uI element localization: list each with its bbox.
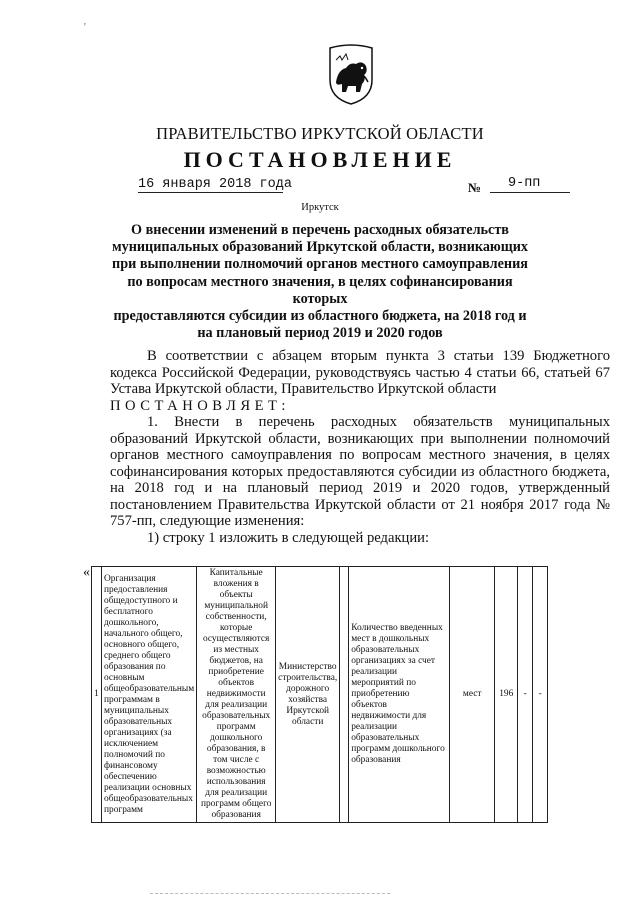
number-underline <box>490 192 570 193</box>
date-underline <box>138 192 283 193</box>
cell-purpose: Капитальные вложения в объекты муниципальной собственности, которые осуществляются из местных бюджетов, на приобретение объектов недвижимости для реализации образовательных программ дошкольного образования, в том числе с возможностью использования для реализации программ общего образования <box>197 567 276 823</box>
cell-value-2018: 196 <box>495 567 518 823</box>
title-line: О внесении изменений в перечень расходных обязательств <box>131 222 509 238</box>
title-line: предоставляются субсидии из областного бюджета, на 2018 год и <box>113 308 527 325</box>
document-number <box>490 176 570 191</box>
document-title <box>110 222 530 342</box>
cell-value-2020: - <box>533 567 548 823</box>
cell-unit: мест <box>450 567 495 823</box>
title-line: при выполнении полномочий органов местного самоуправления <box>112 256 528 273</box>
resolves-keyword: ПОСТАНОВЛЯЕТ: <box>110 397 290 414</box>
coat-of-arms-emblem <box>326 42 376 106</box>
cell-row-number: 1 <box>92 567 102 823</box>
city: Иркутск <box>301 202 339 213</box>
number-value: 9-пп <box>508 176 541 191</box>
open-quote: « <box>83 564 90 580</box>
table-row <box>82 567 548 823</box>
document-body <box>110 348 610 546</box>
cell-spacer <box>340 567 349 823</box>
document-date <box>138 177 292 192</box>
title-line: муниципальных образований Иркутской области, возникающих <box>111 239 529 256</box>
cell-ministry: Министерство строительства, дорожного хозяйства Иркутской области <box>276 567 340 823</box>
corner-mark: ' <box>84 22 86 33</box>
document-type: ПОСТАНОВЛЕНИЕ <box>183 147 457 172</box>
footer-line <box>150 893 390 894</box>
cell-obligation: Организация предоставления общедоступного и бесплатного дошкольного, начального общего, основного общего, среднего общего образования по основным общеобразовательным программам в муниципальных образовательных организациях (за исключением полномочий по финансовому обеспечению реализации основных общеобразовательных программ <box>102 567 197 823</box>
paragraph-subitem-1: 1) строку 1 изложить в следующей редакции: <box>147 529 430 546</box>
obligations-table <box>82 566 548 823</box>
paragraph-preamble: В соответствии с абзацем вторым пункта 3 статьи 139 Бюджетного кодекса Российской Федерации, руководствуясь частью 4 статьи 66, статьей 67 Устава Иркутской области, Правительство Иркутской области <box>110 348 610 397</box>
cell-value-2019: - <box>518 567 533 823</box>
date-value: 16 января 2018 года <box>138 177 292 192</box>
cell-indicator: Количество введенных мест в дошкольных образовательных организациях за счет реализации мероприятий по приобретению объектов недвижимости для реализации образовательных программ дошкольного образования <box>349 567 450 823</box>
title-line: на плановый период 2019 и 2020 годов <box>197 325 443 342</box>
government-name: ПРАВИТЕЛЬСТВО ИРКУТСКОЙ ОБЛАСТИ <box>156 124 484 143</box>
paragraph-item-1: 1. Внести в перечень расходных обязательств муниципальных образований Иркутской области, возникающих при выполнении полномочий органов местного самоуправления по вопросам местного значения, в целях софинансирования которых предоставляются субсидии из областного бюджета, на 2018 год и на плановый период 2019 и 2020 годов, утвержденный постановлением Правительства Иркутской области от 21 ноября 2017 года № 757-пп, следующие изменения: <box>110 414 610 529</box>
title-line: по вопросам местного значения, в целях софинансирования которых <box>127 273 513 307</box>
number-label: № <box>468 180 482 195</box>
